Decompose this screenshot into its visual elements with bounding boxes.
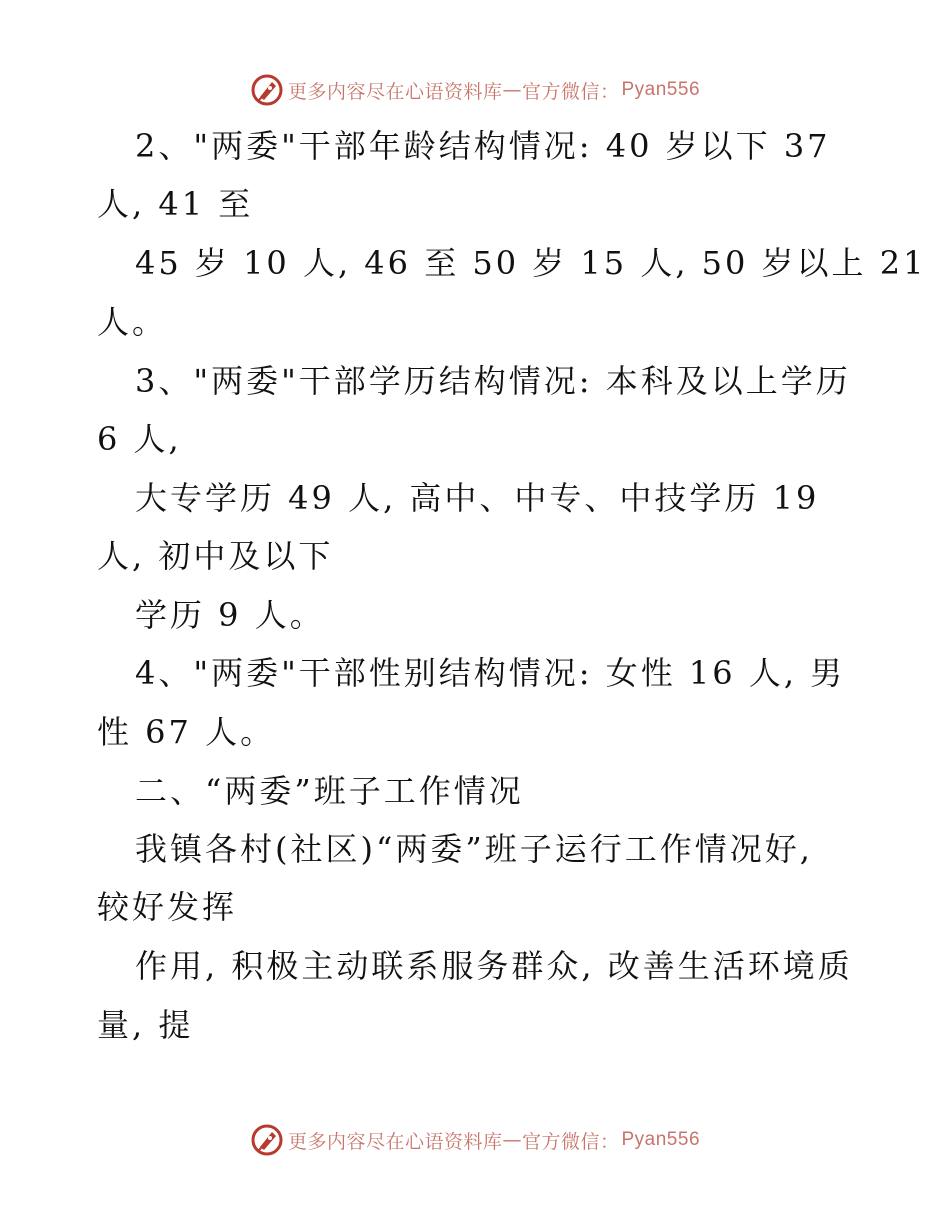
text-line: 作用, 积极主动联系服务群众, 改善生活环境质 [135, 947, 853, 985]
footer-wechat-id: Pyan556 [621, 1129, 701, 1150]
text-line: 人。 [97, 303, 168, 341]
section-heading: 二、“两委”班子工作情况 [135, 772, 524, 810]
header-site-text: 更多内容尽在心语资料库 [287, 80, 503, 103]
text-line: 人, 初中及以下 [97, 537, 334, 575]
text-line: 学历 9 人。 [135, 596, 325, 634]
footer-watermark-banner [0, 1120, 950, 1160]
text-line: 人, 41 至 [97, 185, 254, 223]
text-line: 较好发挥 [97, 888, 238, 926]
header-separator: — [502, 79, 522, 101]
pen-nib-logo-icon [250, 73, 284, 107]
header-watermark-banner [0, 70, 950, 110]
header-wechat-label: 官方微信： [521, 80, 620, 103]
text-line: 4、"两委"干部性别结构情况: 女性 16 人, 男 [135, 654, 846, 692]
header-wechat-id: Pyan556 [621, 79, 701, 100]
footer-site-text: 更多内容尽在心语资料库 [287, 1130, 503, 1153]
text-line: 2、"两委"干部年龄结构情况: 40 岁以下 37 [135, 127, 831, 165]
text-line: 量, 提 [97, 1006, 194, 1044]
text-line: 45 岁 10 人, 46 至 50 岁 15 人, 50 岁以上 21 [135, 244, 927, 282]
footer-wechat-label: 官方微信： [521, 1130, 620, 1153]
text-line: 3、"两委"干部学历结构情况: 本科及以上学历 [135, 362, 851, 400]
text-line: 我镇各村(社区)“两委”班子运行工作情况好, [135, 830, 813, 868]
pen-nib-logo-icon [250, 1123, 284, 1157]
footer-separator: — [502, 1129, 522, 1151]
text-line: 大专学历 49 人, 高中、中专、中技学历 19 [135, 479, 820, 517]
text-line: 性 67 人。 [97, 713, 276, 751]
text-line: 6 人, [97, 420, 182, 458]
